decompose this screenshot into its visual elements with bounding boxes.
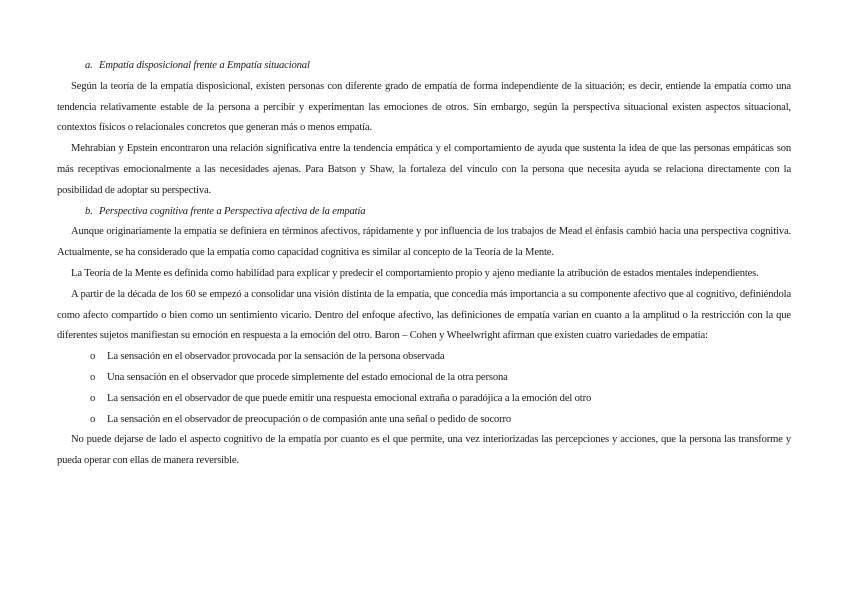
section-title-a: Empatía disposicional frente a Empatía situacional xyxy=(99,60,310,71)
paragraph: Mehrabian y Epstein encontraron una relación significativa entre la tendencia empática y el comportamiento de ayuda que sustenta la idea de que las personas empáticas son más receptivas emocionalmente a las necesidades ajenas. Para Batson y Shaw, la fortaleza del vínculo con la persona que necesita ayuda se relaciona directamente con la posibilidad de adoptar su perspectiva. xyxy=(57,143,791,196)
empathy-varieties-list xyxy=(57,347,791,430)
bullet-marker: o xyxy=(90,413,96,425)
list-item-text: La sensación en el observador de que puede emitir una respuesta emocional extraña o paradójica a la emoción del otro xyxy=(107,392,592,404)
bullet-marker: o xyxy=(90,351,96,363)
list-item xyxy=(90,347,791,368)
list-item xyxy=(90,410,791,431)
paragraph: A partir de la década de los 60 se empezó a consolidar una visión distinta de la empatía, que concedía más importancia a su componente afectivo que al cognitivo, definiéndola como afecto compartido o bien como un sentimiento vicario. Dentro del enfoque afectivo, las definiciones de empatía varían en cuanto a la amplitud o la restricción con la que diferentes sujetos manifiestan su emoción en respuesta a la emoción del otro. Baron – Cohen y Wheelwright afirman que existen cuatro variedades de empatía: xyxy=(57,288,791,342)
section-marker-a: a. xyxy=(85,60,93,71)
document-page xyxy=(57,56,791,472)
section-heading-a xyxy=(57,56,791,77)
closing-paragraph: No puede dejarse de lado el aspecto cognitivo de la empatía por cuanto es el que permite, una vez interiorizadas las percepciones y acciones, que la persona las transforme y pueda operar con ellas de manera reversible. xyxy=(57,434,791,467)
list-item-text: Una sensación en el observador que procede simplemente del estado emocional de la otra persona xyxy=(107,371,508,383)
paragraph: La Teoría de la Mente es definida como habilidad para explicar y predecir el comportamiento propio y ajeno mediante la atribución de estados mentales independientes. xyxy=(71,267,759,279)
bullet-marker: o xyxy=(90,392,96,404)
section-heading-b xyxy=(57,202,791,223)
paragraph: Aunque originariamente la empatía se definiera en términos afectivos, rápidamente y por influencia de los trabajos de Mead el énfasis cambió hacia una perspectiva cognitiva. Actualmente, se ha considerado que la empatía como capacidad cognitiva es similar al concepto de la Teoría de la Mente. xyxy=(57,226,791,259)
list-item-text: La sensación en el observador de preocupación o de compasión ante una señal o pedido de socorro xyxy=(107,413,512,425)
list-item xyxy=(90,368,791,389)
section-marker-b: b. xyxy=(85,205,93,217)
bullet-marker: o xyxy=(90,371,96,383)
list-item-text: La sensación en el observador provocada por la sensación de la persona observada xyxy=(107,351,445,363)
list-item xyxy=(90,389,791,410)
paragraph: Según la teoría de la empatía disposicional, existen personas con diferente grado de empatía de forma independiente de la situación; es decir, entiende la empatía como una tendencia relativamente estable de la persona a percibir y experimentan las emociones de otros. Sin embargo, según la perspectiva situacional existen aspectos situacional, contextos físicos o relacionales concretos que generan más o menos empatía. xyxy=(57,80,791,134)
section-title-b: Perspectiva cognitiva frente a Perspectiva afectiva de la empatía xyxy=(99,205,366,217)
